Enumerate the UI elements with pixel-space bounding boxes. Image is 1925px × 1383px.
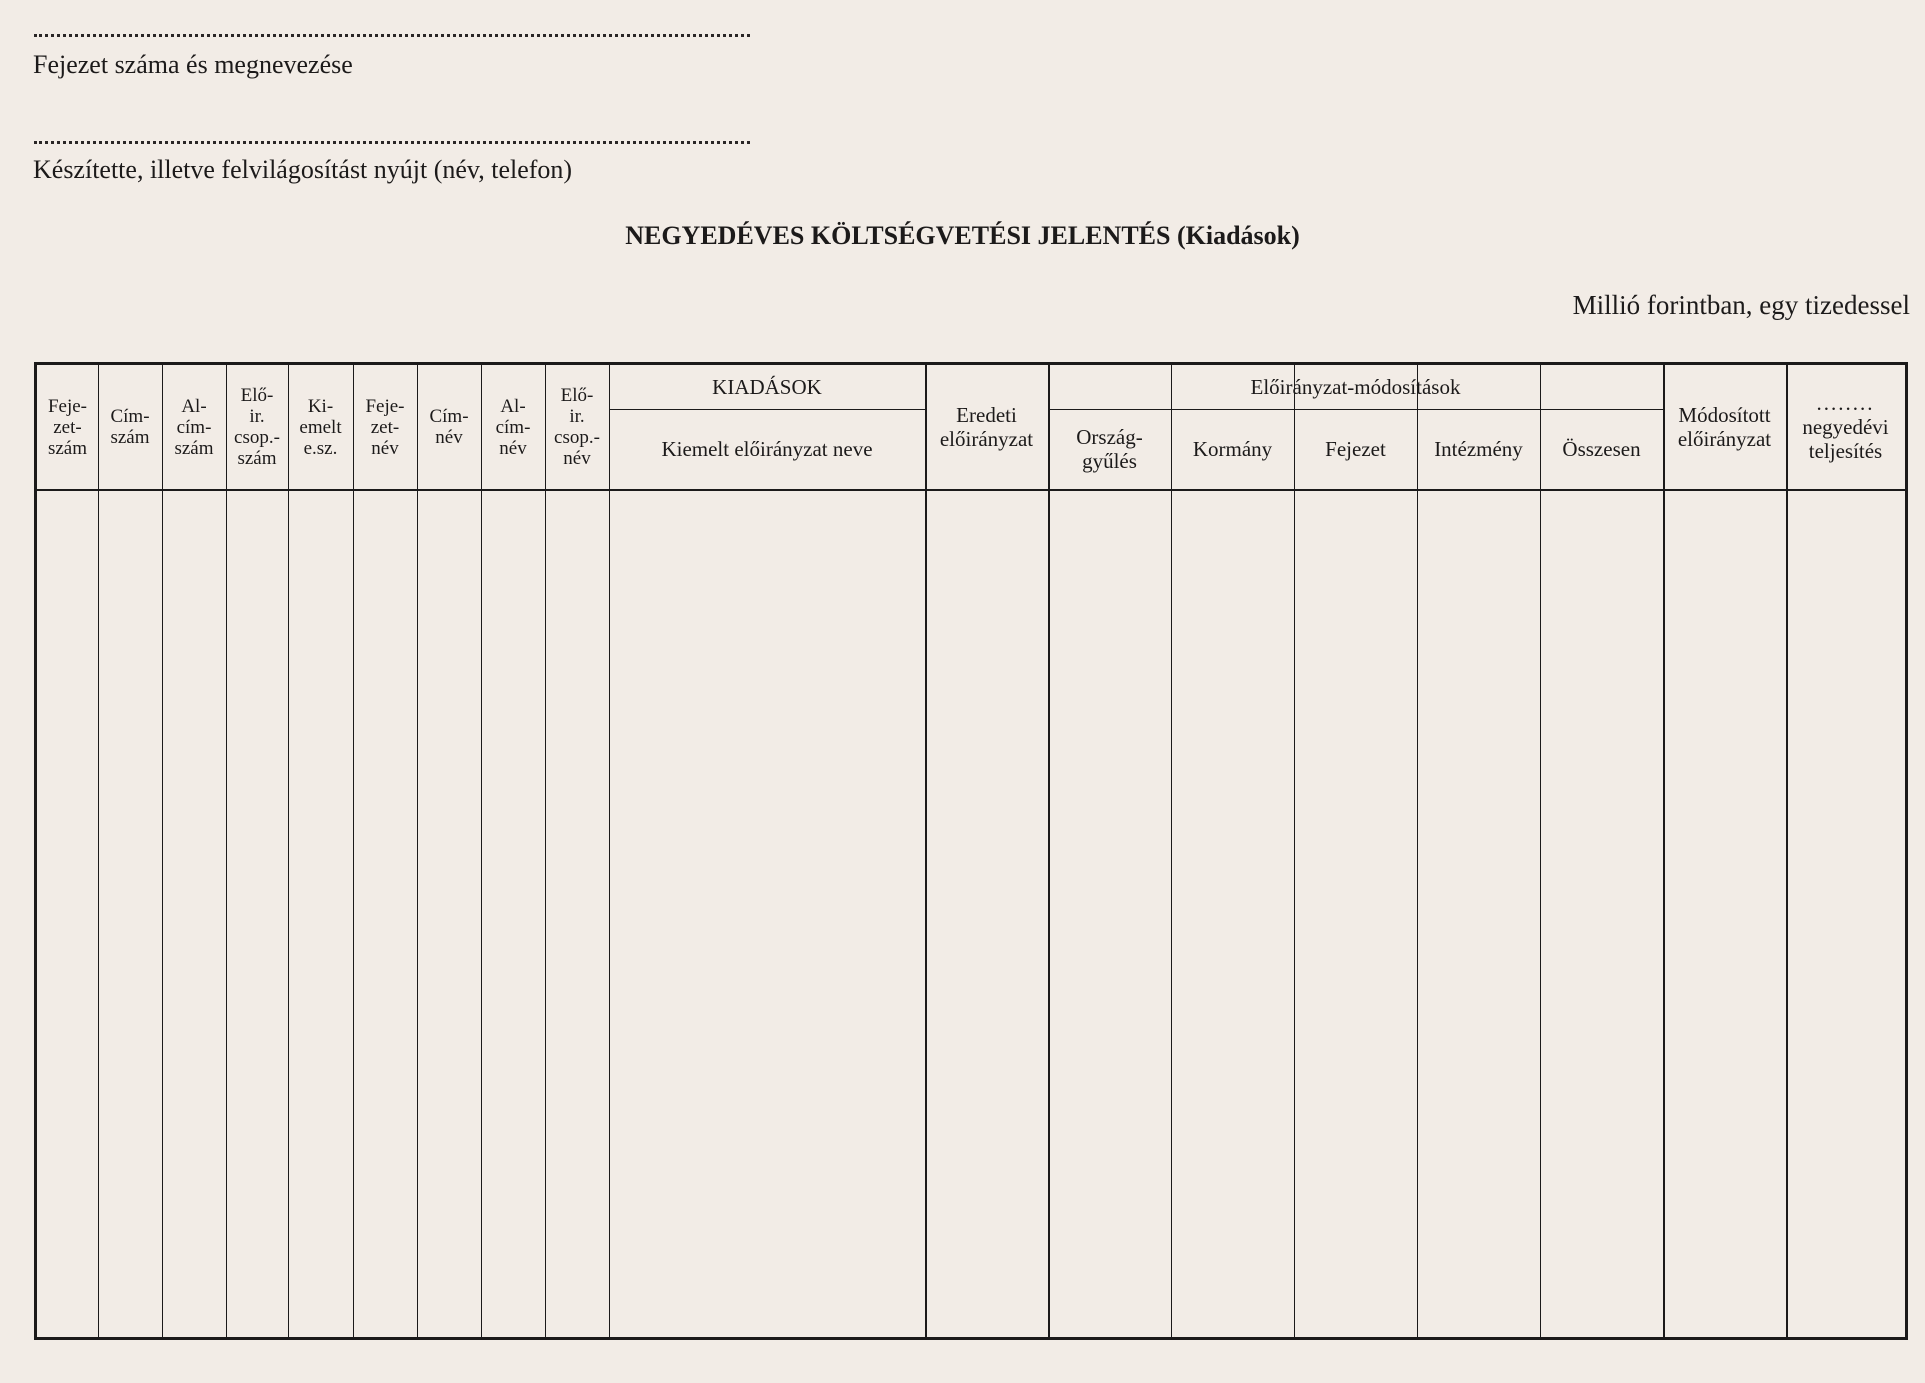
- col-negyedevi-teljesites: [1786, 365, 1905, 489]
- modositasok-group-header: Előirányzat-módosítások: [1250, 375, 1461, 399]
- col-alcim-nev: Al- cím- név: [495, 395, 531, 459]
- col-fejezet-szam: Feje- zet- szám: [47, 395, 88, 459]
- col-cim-nev: Cím- név: [429, 406, 469, 448]
- chapter-label: Fejezet száma és megnevezése: [33, 50, 353, 79]
- prepared-by-fill-line[interactable]: [34, 141, 750, 144]
- col-orszaggyules: Ország- gyűlés: [1076, 425, 1143, 473]
- col-alcim-szam: Al- cím- szám: [174, 395, 214, 459]
- col-osszesen: Összesen: [1562, 437, 1641, 461]
- prepared-by-label: Készítette, illetve felvilágosítást nyújt (név, telefon): [33, 155, 573, 184]
- col-eloir-csop-szam: Elő- ir. csop.- szám: [234, 385, 280, 469]
- quarter-fill-dots[interactable]: ........: [1816, 391, 1875, 415]
- col-modositott-eloiranyzat: Módosított előirányzat: [1677, 403, 1772, 451]
- col-fejezet: Fejezet: [1325, 437, 1386, 461]
- col-cim-szam: Cím- szám: [110, 406, 150, 448]
- col-fejezet-nev: Feje- zet- név: [365, 395, 405, 459]
- col-intezmeny: Intézmény: [1434, 437, 1523, 461]
- chapter-fill-line[interactable]: [34, 34, 750, 37]
- col-kiemelt-eloiranyzat-neve: Kiemelt előirányzat neve: [661, 437, 873, 461]
- col-kiemelt-esz: Ki- emelt e.sz.: [299, 395, 342, 459]
- col-kormany: Kormány: [1192, 437, 1273, 461]
- unit-note: Millió forintban, egy tizedessel: [1572, 290, 1910, 320]
- expenditure-table: [34, 362, 1908, 1340]
- report-title: NEGYEDÉVES KÖLTSÉGVETÉSI JELENTÉS (Kiadások): [625, 221, 1300, 250]
- col-eloir-csop-nev: Elő- ir. csop.- név: [554, 385, 600, 469]
- teljesites-label: negyedévi teljesítés: [1802, 415, 1889, 463]
- col-eredeti-eloiranyzat: Eredeti előirányzat: [939, 403, 1034, 451]
- kiadasok-group-header: KIADÁSOK: [712, 375, 822, 399]
